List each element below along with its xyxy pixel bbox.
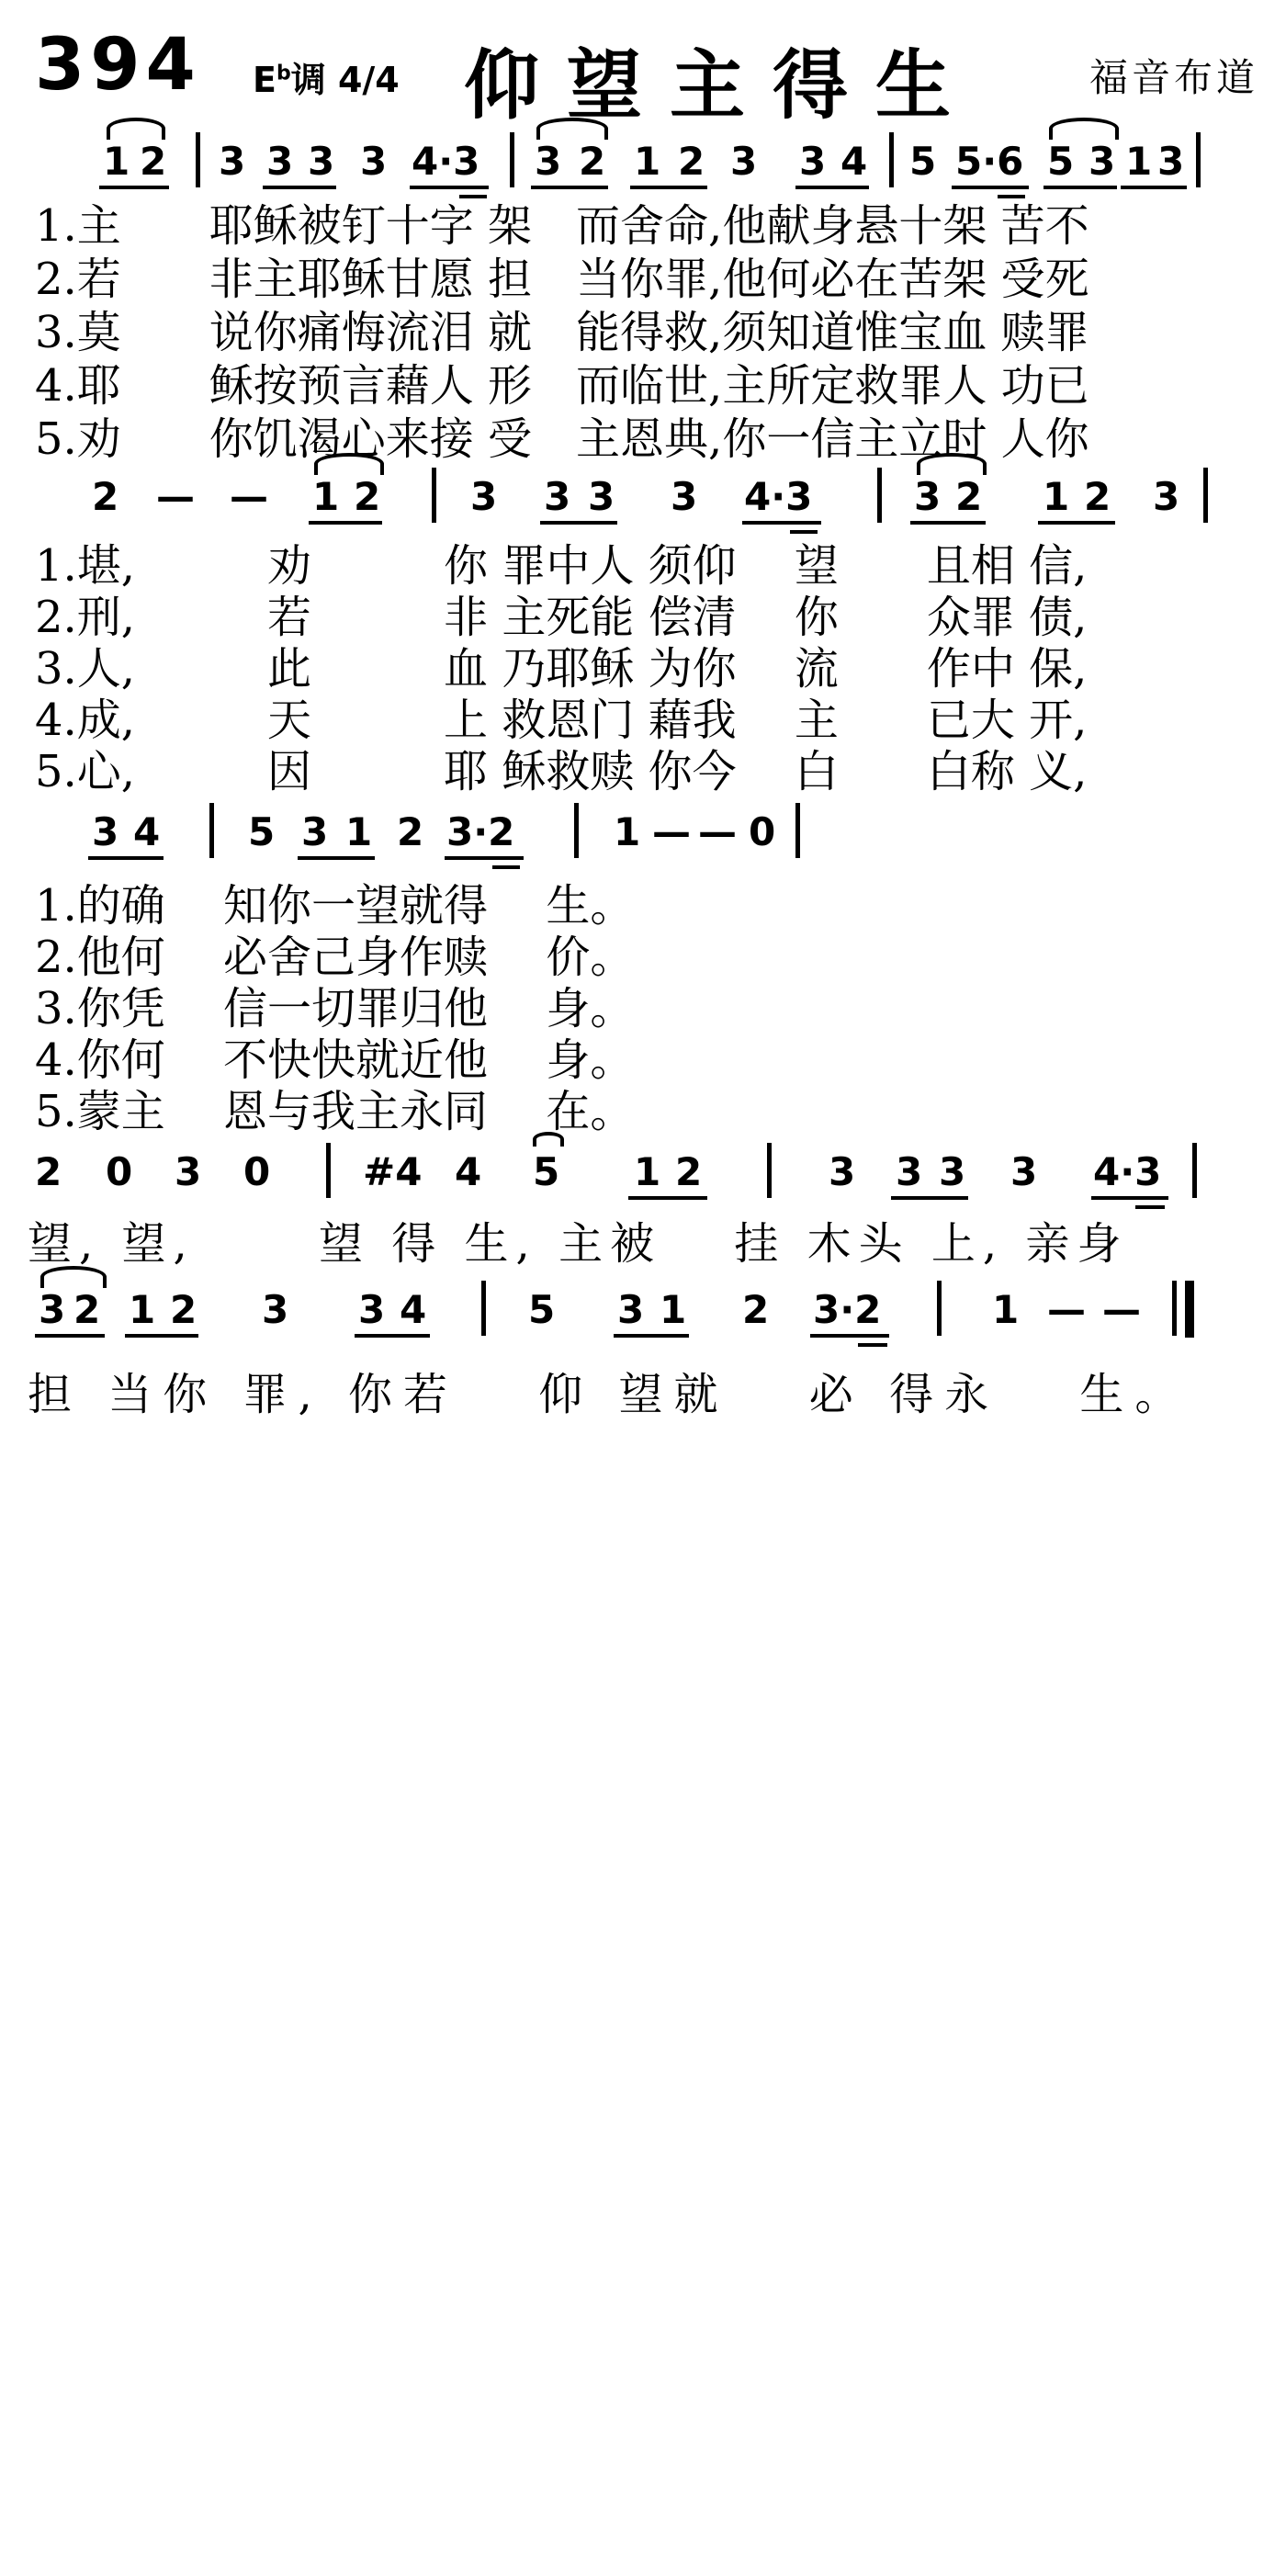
lyric-line: 3.莫 说你痛悔流泪 就 能得救,须知道惟宝血 赎罪 [35,307,1089,358]
lyric-line: 2.刑, 若 非 主死能 偿清 你 众罪 债, [35,592,1088,643]
note: 3 [1089,139,1116,184]
note: 3 [730,139,758,184]
beam [742,521,821,525]
beam [531,186,608,189]
note: — [230,474,268,519]
note: 1 [1043,474,1070,519]
note: 2 [140,139,167,184]
barline [209,803,214,858]
lyric-line: 1.的确 知你一望就得 生。 [35,880,635,932]
note: 2 [579,139,606,184]
beam [1135,1205,1165,1209]
note: 3·2 [813,1287,882,1332]
slur [1049,118,1119,140]
slur [107,118,165,140]
note: 1 [992,1287,1020,1332]
beam [790,530,818,534]
lyric-line: 望, 望, 望 得 生, 主被 挂 木头 上, 亲身 [28,1218,1129,1270]
note: 0 [106,1149,133,1194]
key-meter: 调 4/4 [290,60,400,100]
notation-row-5 [0,1286,1286,1350]
slur [536,118,608,140]
note: 3 [358,1287,386,1332]
note: 3 [308,139,335,184]
note: 3 [1157,139,1185,184]
barline [1192,1143,1197,1198]
note: — [652,809,691,854]
note: 1 [634,1149,661,1194]
note: 3 [939,1149,966,1194]
beam [459,195,487,198]
beam [614,1334,689,1338]
barline [1172,1281,1177,1336]
lyric-line: 5.蒙主 恩与我主永同 在。 [35,1086,635,1137]
note: 3 [301,809,329,854]
note: 3 [470,474,498,519]
key-signature [253,51,400,102]
hymn-category: 福音布道 [1089,55,1258,100]
note: — [698,809,737,854]
fermata [533,1132,564,1147]
note: 3 [896,1149,923,1194]
lyric-line: 2.若 非主耶稣甘愿 担 当你罪,他何必在苦架 受死 [35,254,1089,305]
beam [952,186,1029,189]
lyric-line: 5.劝 你饥渴心来接 受 主恩典,你一信主立时 人你 [35,413,1089,465]
beam [99,186,169,189]
barline [795,803,800,858]
note: 3·2 [446,809,515,854]
note: 3 [829,1149,856,1194]
note: 2 [35,1149,62,1194]
barline [574,803,579,858]
lyric-line: 1.主 耶稣被钉十字 架 而舍命,他献身悬十架 苦不 [35,200,1089,252]
note: 3 [544,474,571,519]
lyric-line: 担 当你 罪, 你若 仰 望就 必 得永 生。 [28,1369,1190,1420]
barline [877,468,882,523]
lyric-line: 5.心, 因 耶 稣救赎 你今 白 白称 义, [35,746,1088,797]
note: 1 [345,809,373,854]
note: 2 [678,139,705,184]
note: 3 [360,139,388,184]
barline [510,132,514,187]
note: — [1102,1287,1141,1332]
beam [540,521,617,525]
beam [1091,1196,1168,1200]
note: 1 [312,474,340,519]
note: 4 [400,1287,427,1332]
note: 4·3 [1093,1149,1162,1194]
notation-row-3 [0,808,1286,873]
beam [810,1334,889,1338]
note: 3 [219,139,246,184]
note: 5·6 [955,139,1024,184]
barline [1203,468,1208,523]
beam [410,186,489,189]
note: 3 [671,474,698,519]
barline [1196,132,1201,187]
beam [35,1334,105,1338]
beam [125,1334,198,1338]
note: 1 [614,809,641,854]
beam [630,186,707,189]
note: — [1047,1287,1086,1332]
note: 4 [455,1149,482,1194]
lyric-line: 4.你何 不快快就近他 身。 [35,1034,635,1086]
beam [858,1343,887,1347]
beam [891,1196,968,1200]
note: 4 [133,809,161,854]
note: 5 [533,1149,560,1194]
note: 3 [588,474,615,519]
beam [445,856,524,860]
beam [910,521,986,525]
note: 3 [92,809,119,854]
note: 4·3 [412,139,480,184]
note: — [156,474,195,519]
lyric-line: 3.人, 此 血 乃耶稣 为你 流 作中 保, [35,643,1088,695]
barline [432,468,436,523]
notation-row-4 [0,1148,1286,1213]
lyric-line: 3.你凭 信一切罪归他 身。 [35,983,635,1034]
barline [937,1281,942,1336]
note: 2 [354,474,381,519]
note: 0 [243,1149,271,1194]
note: 3 [914,474,942,519]
final-barline [1185,1281,1194,1338]
note: 3 [535,139,562,184]
note: 3 [266,139,294,184]
note: 2 [170,1287,197,1332]
note: 1 [1125,139,1153,184]
note: 5 [1047,139,1075,184]
beam [998,195,1025,198]
note: 1 [660,1287,687,1332]
lyric-line: 1.堪, 劝 你 罪中人 须仰 望 且相 信, [35,540,1088,592]
note: 4 [840,139,868,184]
note: 2 [73,1287,101,1332]
hymn-header [28,17,1258,130]
beam [492,865,520,869]
beam [795,186,869,189]
notation-row-1 [0,138,1286,202]
note: 3 [617,1287,645,1332]
note: 3 [799,139,827,184]
lyric-line: 4.成, 天 上 救恩门 藉我 主 已大 开, [35,695,1088,746]
barline [889,132,894,187]
beam [1121,186,1187,189]
note: 1 [634,139,661,184]
note: 0 [749,809,776,854]
lyric-line: 4.耶 稣按预言藉人 形 而临世,主所定救罪人 功已 [35,360,1089,412]
note: 3 [39,1287,66,1332]
key-letter: E [253,60,276,100]
note: 2 [955,474,983,519]
note: 2 [675,1149,703,1194]
beam [628,1196,707,1200]
beam [263,186,336,189]
note: 2 [1084,474,1111,519]
note: 4·3 [744,474,813,519]
hymn-title: 仰望主得生 [464,42,979,130]
slur [40,1266,107,1288]
note: 2 [92,474,119,519]
note: 3 [1010,1149,1038,1194]
barline [481,1281,486,1336]
beam [355,1334,430,1338]
lyrics-block-5 [28,1369,1190,1472]
beam [1038,521,1115,525]
lyric-line: 2.他何 必舍己身作赎 价。 [35,932,635,983]
note: 5 [528,1287,556,1332]
slur [917,453,987,475]
beam [309,521,382,525]
slur [314,453,384,475]
note: 3 [1153,474,1180,519]
note: 5 [909,139,937,184]
notation-row-2 [0,473,1286,537]
barline [196,132,200,187]
beam [298,856,375,860]
note: #4 [363,1149,423,1194]
note: 2 [742,1287,770,1332]
barline [767,1143,772,1198]
note: 3 [175,1149,202,1194]
note: 3 [262,1287,289,1332]
flat-sign: b [276,62,291,85]
note: 1 [103,139,130,184]
note: 5 [248,809,276,854]
note: 1 [129,1287,156,1332]
beam [88,856,164,860]
lyrics-block-3 [35,880,635,1189]
barline [326,1143,331,1198]
hymn-number: 394 [35,24,201,107]
note: 2 [397,809,424,854]
beam [1043,186,1117,189]
